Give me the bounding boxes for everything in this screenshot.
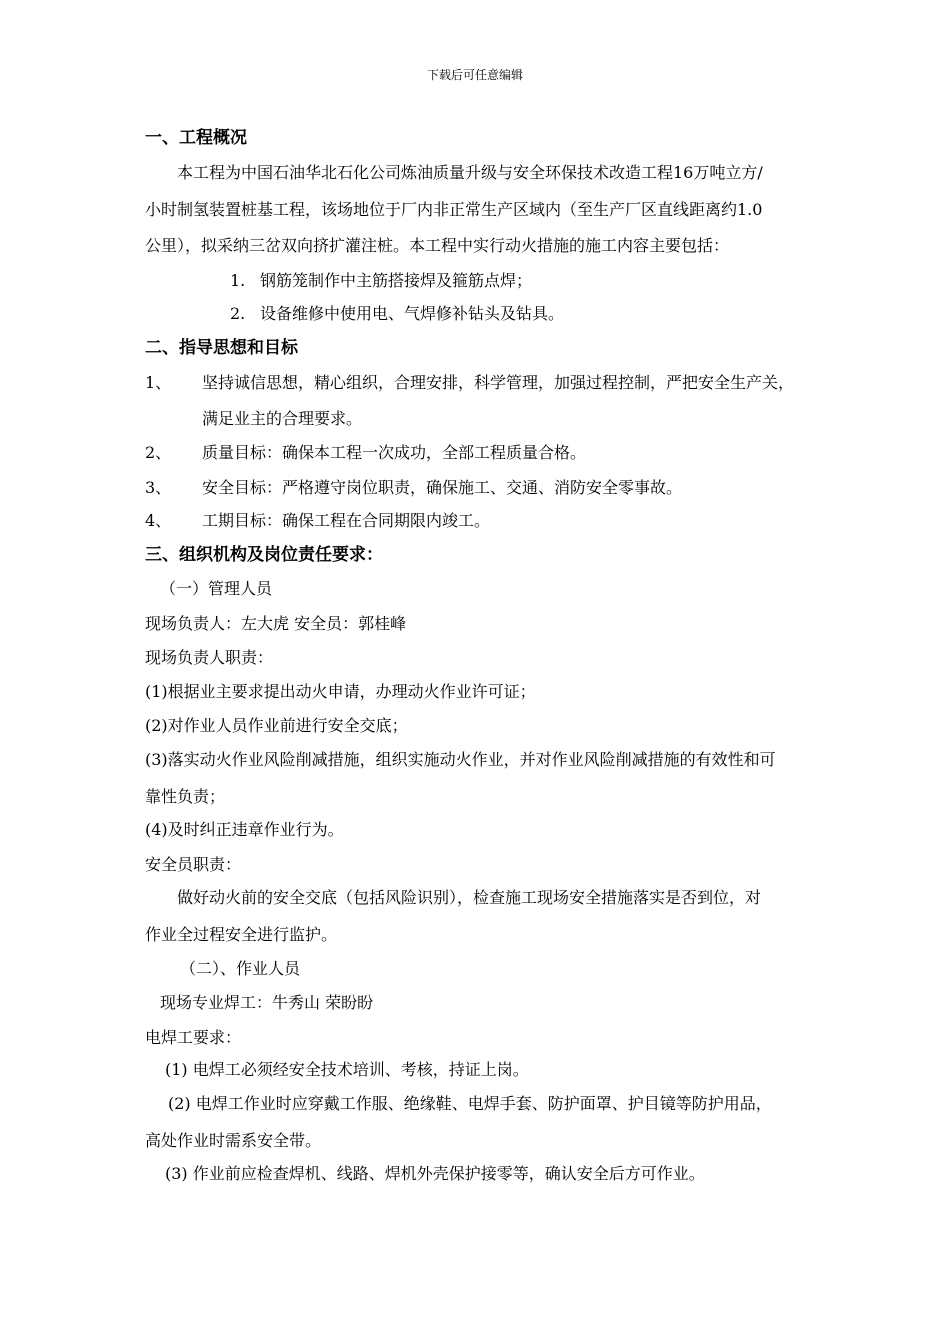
- s3-requirement-line: (3) 作业前应检查焊机、线路、焊机外壳保护接零等，确认安全后方可作业。: [165, 1164, 705, 1183]
- s3-leader-duty-heading: 现场负责人职责：: [145, 648, 274, 667]
- s3-duty-line: (4)及时纠正违章作业行为。: [145, 820, 344, 839]
- s3-subheading-workers: （二）、作业人员: [180, 959, 301, 978]
- section-3-title: 三、组织机构及岗位责任要求：: [145, 545, 383, 565]
- s2-list-number: 3、: [145, 478, 172, 497]
- s3-duty-line: (2)对作业人员作业前进行安全交底；: [145, 716, 408, 735]
- s1-list-text: 钢筋笼制作中主筋搭接焊及箍筋点焊；: [260, 271, 533, 290]
- s3-staff-line: 现场负责人：左大虎 安全员：郭桂峰: [145, 614, 407, 633]
- s2-list-text: 工期目标：确保工程在合同期限内竣工。: [202, 511, 491, 530]
- s2-list-item: [145, 443, 586, 463]
- s2-list-text: 质量目标：确保本工程一次成功，全部工程质量合格。: [202, 443, 587, 462]
- s2-list-number: 4、: [145, 511, 172, 530]
- s1-list-number: 2.: [230, 304, 246, 323]
- s2-list-item-continuation: 满足业主的合理要求。: [202, 409, 363, 428]
- section-2-title: 二、指导思想和目标: [145, 338, 298, 358]
- s3-requirement-line: (2) 电焊工作业时应穿戴工作服、绝缘鞋、电焊手套、防护面罩、护目镜等防护用品，: [168, 1094, 772, 1113]
- s3-duty-line: 靠性负责；: [145, 787, 226, 806]
- s1-list-item: [230, 271, 532, 291]
- s3-requirement-line: (1) 电焊工必须经安全技术培训、考核，持证上岗。: [165, 1060, 529, 1079]
- s2-list-text: 坚持诚信思想，精心组织，合理安排，科学管理，加强过程控制，严把安全生产关，: [202, 373, 795, 392]
- s1-list-text: 设备维修中使用电、气焊修补钻头及钻具。: [260, 304, 565, 323]
- s2-list-item: [145, 511, 490, 531]
- s2-list-number: 1、: [145, 373, 172, 392]
- s3-requirement-line: 高处作业时需系安全带。: [145, 1131, 322, 1150]
- s1-list-item: [230, 304, 564, 324]
- s3-safety-paragraph-line-1: 做好动火前的安全交底（包括风险识别），检查施工现场安全措施落实是否到位，对: [177, 888, 762, 907]
- s3-welders-line: 现场专业焊工：牛秀山 荣盼盼: [160, 993, 374, 1012]
- s3-safety-paragraph-line-2: 作业全过程安全进行监护。: [145, 925, 338, 944]
- s3-duty-line: (1)根据业主要求提出动火申请，办理动火作业许可证；: [145, 682, 536, 701]
- s1-list-number: 1.: [230, 271, 246, 290]
- s2-list-item: [145, 478, 682, 498]
- s1-paragraph-line-1: 本工程为中国石油华北石化公司炼油质量升级与安全环保技术改造工程16万吨立方/: [177, 163, 763, 182]
- s2-list-text: 安全目标：严格遵守岗位职责，确保施工、交通、消防安全零事故。: [202, 478, 683, 497]
- s3-subheading-management: （一）管理人员: [160, 579, 273, 598]
- section-1-title: 一、工程概况: [145, 128, 247, 148]
- s1-paragraph-line-2: 小时制氢装置桩基工程，该场地位于厂内非正常生产区域内（至生产厂区直线距离约1.0: [145, 200, 763, 219]
- s1-paragraph-line-3: 公里），拟采纳三岔双向挤扩灌注桩。本工程中实行动火措施的施工内容主要包括：: [145, 236, 730, 255]
- s2-list-number: 2、: [145, 443, 172, 462]
- s3-welder-requirements-heading: 电焊工要求：: [145, 1028, 242, 1047]
- s2-list-item: [145, 373, 794, 393]
- page-header: 下载后可任意编辑: [426, 68, 523, 82]
- s3-safety-duty-heading: 安全员职责：: [145, 855, 242, 874]
- s3-duty-line: (3)落实动火作业风险削减措施，组织实施动火作业，并对作业风险削减措施的有效性和可: [145, 750, 776, 769]
